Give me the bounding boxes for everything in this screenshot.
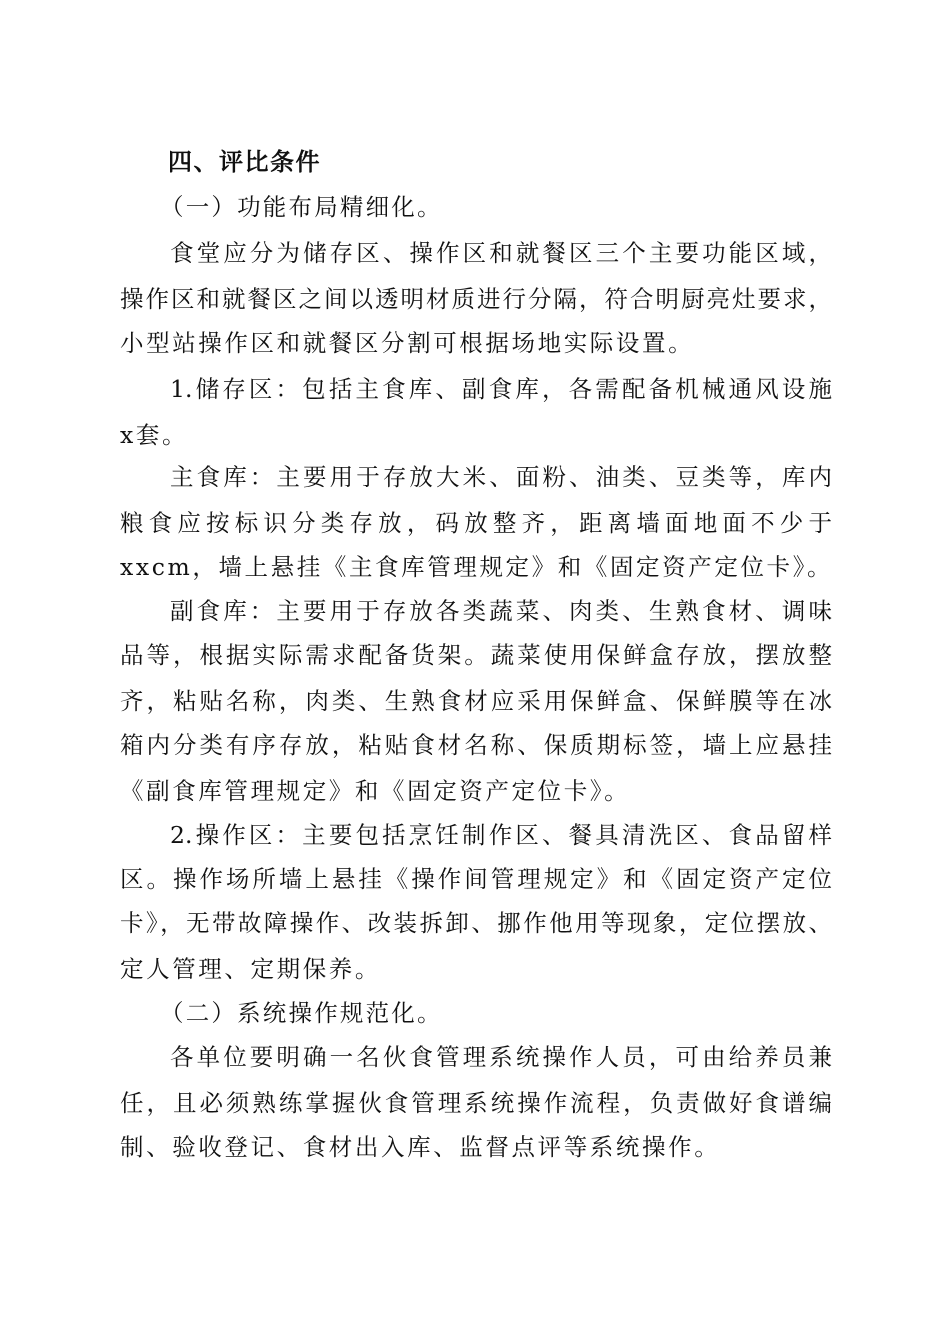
paragraph-line: 箱内分类有序存放，粘贴食材名称、保质期标签，墙上应悬挂 bbox=[120, 731, 832, 759]
paragraph-line: 各单位要明确一名伙食管理系统操作人员，可由给养员兼 bbox=[170, 1043, 832, 1071]
paragraph-line: x套。 bbox=[120, 421, 189, 449]
paragraph-line: 2.操作区：主要包括烹饪制作区、餐具清洗区、食品留样 bbox=[170, 821, 832, 849]
section-heading: 四、评比条件 bbox=[168, 148, 321, 176]
paragraph-line: xxcm，墙上悬挂《主食库管理规定》和《固定资产定位卡》。 bbox=[120, 553, 834, 581]
paragraph-line: 品等，根据实际需求配备货架。蔬菜使用保鲜盒存放，摆放整 bbox=[120, 641, 832, 669]
paragraph-line: 卡》，无带故障操作、改装拆卸、挪作他用等现象，定位摆放、 bbox=[120, 909, 832, 937]
paragraph-line: 主食库：主要用于存放大米、面粉、油类、豆类等，库内 bbox=[170, 463, 832, 491]
subsection-title: （一）功能布局精细化。 bbox=[160, 193, 443, 221]
paragraph-line: 粮食应按标识分类存放，码放整齐，距离墙面地面不少于 bbox=[120, 509, 832, 537]
paragraph-line: 副食库：主要用于存放各类蔬菜、肉类、生熟食材、调味 bbox=[170, 597, 832, 625]
subsection-title: （二）系统操作规范化。 bbox=[160, 999, 443, 1027]
paragraph-line: 制、验收登记、食材出入库、监督点评等系统操作。 bbox=[120, 1133, 721, 1161]
paragraph-line: 齐，粘贴名称，肉类、生熟食材应采用保鲜盒、保鲜膜等在冰 bbox=[120, 687, 832, 715]
paragraph-line: 区。操作场所墙上悬挂《操作间管理规定》和《固定资产定位 bbox=[120, 865, 832, 893]
paragraph-line: 操作区和就餐区之间以透明材质进行分隔，符合明厨亮灶要求， bbox=[120, 285, 832, 313]
paragraph-line: 小型站操作区和就餐区分割可根据场地实际设置。 bbox=[120, 329, 695, 357]
paragraph-line: 1.储存区：包括主食库、副食库，各需配备机械通风设施 bbox=[170, 375, 832, 403]
paragraph-line: 定人管理、定期保养。 bbox=[120, 955, 381, 983]
paragraph-line: 食堂应分为储存区、操作区和就餐区三个主要功能区域， bbox=[170, 239, 832, 267]
paragraph-line: 任，且必须熟练掌握伙食管理系统操作流程，负责做好食谱编 bbox=[120, 1089, 832, 1117]
paragraph-line: 《副食库管理规定》和《固定资产定位卡》。 bbox=[120, 777, 631, 805]
